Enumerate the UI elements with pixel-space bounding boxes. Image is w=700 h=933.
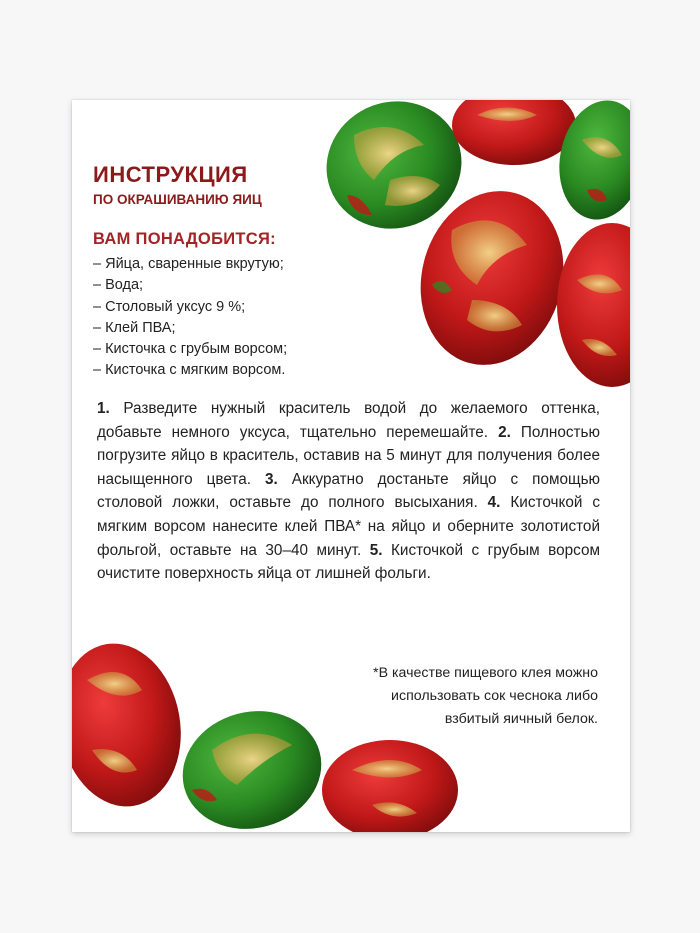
- instruction-card: [72, 100, 630, 832]
- list-item: – Столовый уксус 9 %;: [93, 298, 246, 315]
- step-number: 1.: [97, 400, 110, 417]
- step-text: Разведите нужный краситель водой до желаемого оттенка, добавьте немного уксуса, тщательно перемешайте.: [97, 400, 600, 441]
- step-text: Полностью погрузите яйцо в краситель, оставив на 5 минут для получения более насыщенного цвета.: [97, 423, 600, 488]
- step-number: 4.: [487, 494, 501, 512]
- list-item: – Кисточка с грубым ворсом;: [93, 341, 288, 358]
- needs-heading: ВАМ ПОНАДОБИТСЯ:: [93, 230, 276, 248]
- egg-red-top: [452, 100, 576, 165]
- instructions-paragraph: [97, 397, 600, 586]
- footnote-line: использовать сок чеснока либо: [391, 688, 598, 704]
- step-text: Аккуратно достаньте яйцо с помощью столовой ложки, оставьте до полного высыхания.: [97, 470, 601, 512]
- footnote-line: взбитый яичный белок.: [444, 711, 598, 727]
- footnote: [278, 662, 598, 731]
- page-title: ИНСТРУКЦИЯ: [93, 162, 248, 187]
- needs-list: [93, 254, 287, 382]
- footnote-line: *В качестве пищевого клея можно: [373, 665, 598, 681]
- egg-red-right: [557, 223, 630, 387]
- list-item: – Яйца, сваренные вкрутую;: [93, 256, 284, 272]
- list-item: – Кисточка с мягким ворсом.: [93, 362, 286, 379]
- egg-red-bottom-right: [322, 740, 458, 832]
- step-number: 3.: [264, 470, 278, 488]
- step-number: 5.: [369, 541, 383, 559]
- step-text: Кисточкой с мягким ворсом нанесите клей ПВА* на яйцо и оберните золотистой фольгой, оставьте на 30–40 минут.: [97, 494, 600, 559]
- list-item: – Клей ПВА;: [93, 319, 176, 336]
- step-text: Кисточкой с грубым ворсом очистите поверхность яйца от лишней фольги.: [97, 541, 600, 583]
- step-number: 2.: [498, 423, 511, 441]
- page-subtitle: ПО ОКРАШИВАНИЮ ЯИЦ: [93, 192, 262, 207]
- egg-red-bottom-left: [72, 634, 193, 816]
- list-item: – Вода;: [93, 277, 144, 294]
